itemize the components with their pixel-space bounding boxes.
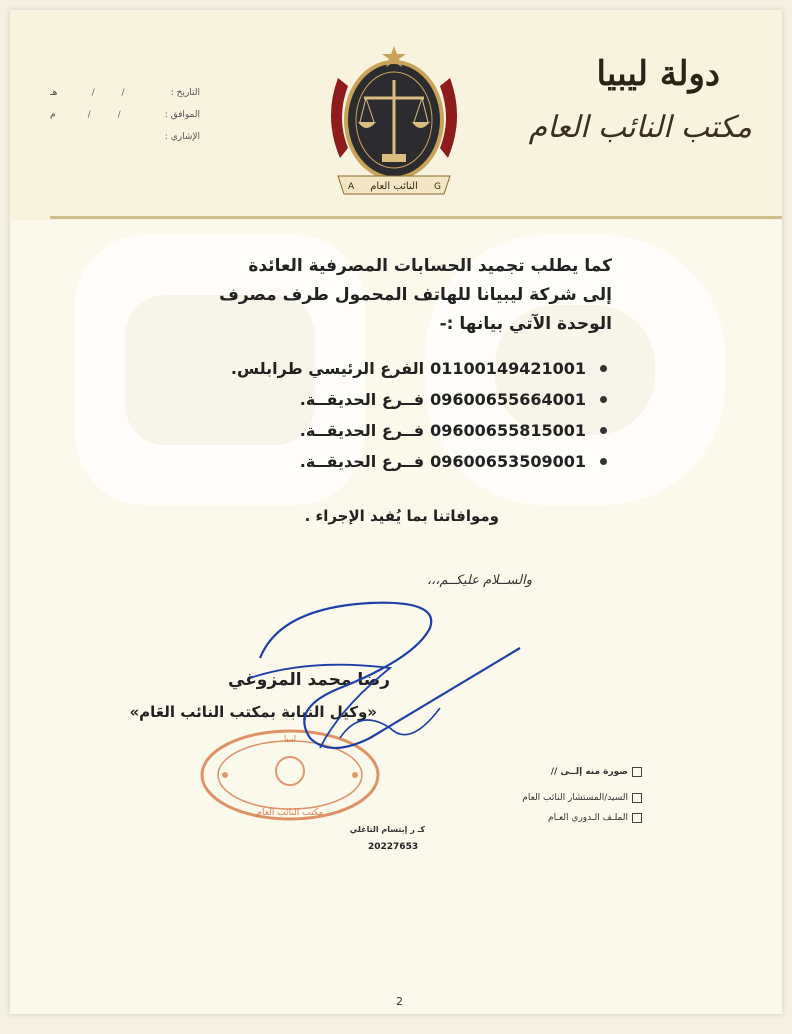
account-number: 01100149421001 xyxy=(430,359,586,378)
account-branch: فــرع الحديقــة. xyxy=(299,452,425,471)
prepared-name: إبتسام التاغلي xyxy=(349,825,408,834)
emblem-banner: النائب العام xyxy=(370,181,418,192)
seal-bottom-text: مكتب النائب العام xyxy=(256,808,324,818)
salutation: والســلام عليكــم،،، xyxy=(426,573,532,588)
prepared-prefix: كـ ر xyxy=(410,825,425,834)
copy-item-label: السيد/المستشار النائب العام xyxy=(522,793,628,803)
letter-body xyxy=(182,252,612,477)
account-branch: فــرع الحديقــة. xyxy=(299,421,425,440)
state-name: دولة ليبيا xyxy=(596,54,720,94)
corresponding-suffix: م xyxy=(50,110,56,120)
account-number: 09600653509001 xyxy=(430,452,586,471)
request-paragraph xyxy=(182,252,612,339)
account-number: 09600655815001 xyxy=(430,421,586,440)
office-name: مكتب النائب العام xyxy=(528,110,752,145)
copies-block xyxy=(522,762,642,828)
date-row xyxy=(50,82,200,104)
prosecutor-emblem xyxy=(318,38,470,200)
corresponding-label: الموافق : xyxy=(164,110,200,120)
doc-icon xyxy=(632,813,642,823)
corresponding-row xyxy=(50,104,200,126)
paragraph-line-3 xyxy=(182,310,612,339)
paragraph-line-2: إلى شركة ليبيانا للهاتف المحمول طرف مصرف xyxy=(219,285,612,305)
reference-label: الإشاري : xyxy=(164,132,200,142)
closing-line: وموافاتنا بما يُفيد الإجراء . xyxy=(304,507,499,525)
account-branch: فــرع الحديقــة. xyxy=(299,390,425,409)
copy-item xyxy=(522,788,642,808)
doc-icon xyxy=(632,793,642,803)
signer-title: «وكيل النيابة بمكتب النائب العَام» xyxy=(129,703,377,721)
reference-row xyxy=(50,126,200,148)
page-number: 2 xyxy=(396,995,403,1008)
copies-heading: صورة منه إلــى // xyxy=(550,767,628,777)
account-item xyxy=(182,353,612,384)
copy-item xyxy=(522,808,642,828)
paragraph-line-3a: الوحدة xyxy=(557,314,612,334)
paragraph-line-1: كما يطلب تجميد الحسابات المصرفية العائدة xyxy=(248,256,612,276)
emblem-letter-g: G xyxy=(434,182,441,192)
bullet-icon xyxy=(600,365,607,372)
account-branch: الفرع الرئيسي طرابلس. xyxy=(230,359,425,378)
document-page xyxy=(10,10,782,1014)
emblem-letter-a: A xyxy=(348,182,355,192)
reference-number: 20227653 xyxy=(368,842,419,852)
seal-top-text: ليبيا xyxy=(283,734,297,743)
copies-heading-row xyxy=(522,762,642,782)
copy-item-label: الملـف الـدوري العـام xyxy=(548,813,628,823)
date-slashes: / / xyxy=(91,88,137,98)
prepared-by xyxy=(350,825,425,834)
signer-name: رضا محمد المزوغي xyxy=(228,670,390,690)
bullet-icon xyxy=(600,427,607,434)
corresponding-slashes: / / xyxy=(87,110,133,120)
date-suffix: هـ xyxy=(50,88,58,98)
account-item xyxy=(182,384,612,415)
bullet-icon xyxy=(600,458,607,465)
paragraph-line-3b: الآتي بيانها :- xyxy=(439,314,552,334)
date-label: التاريخ : xyxy=(170,88,200,98)
doc-icon xyxy=(632,767,642,777)
accounts-list xyxy=(182,353,612,477)
account-item xyxy=(182,415,612,446)
meta-block xyxy=(50,82,200,148)
account-item xyxy=(182,446,612,477)
handwritten-signature xyxy=(190,588,570,768)
bullet-icon xyxy=(600,396,607,403)
account-number: 09600655664001 xyxy=(430,390,586,409)
